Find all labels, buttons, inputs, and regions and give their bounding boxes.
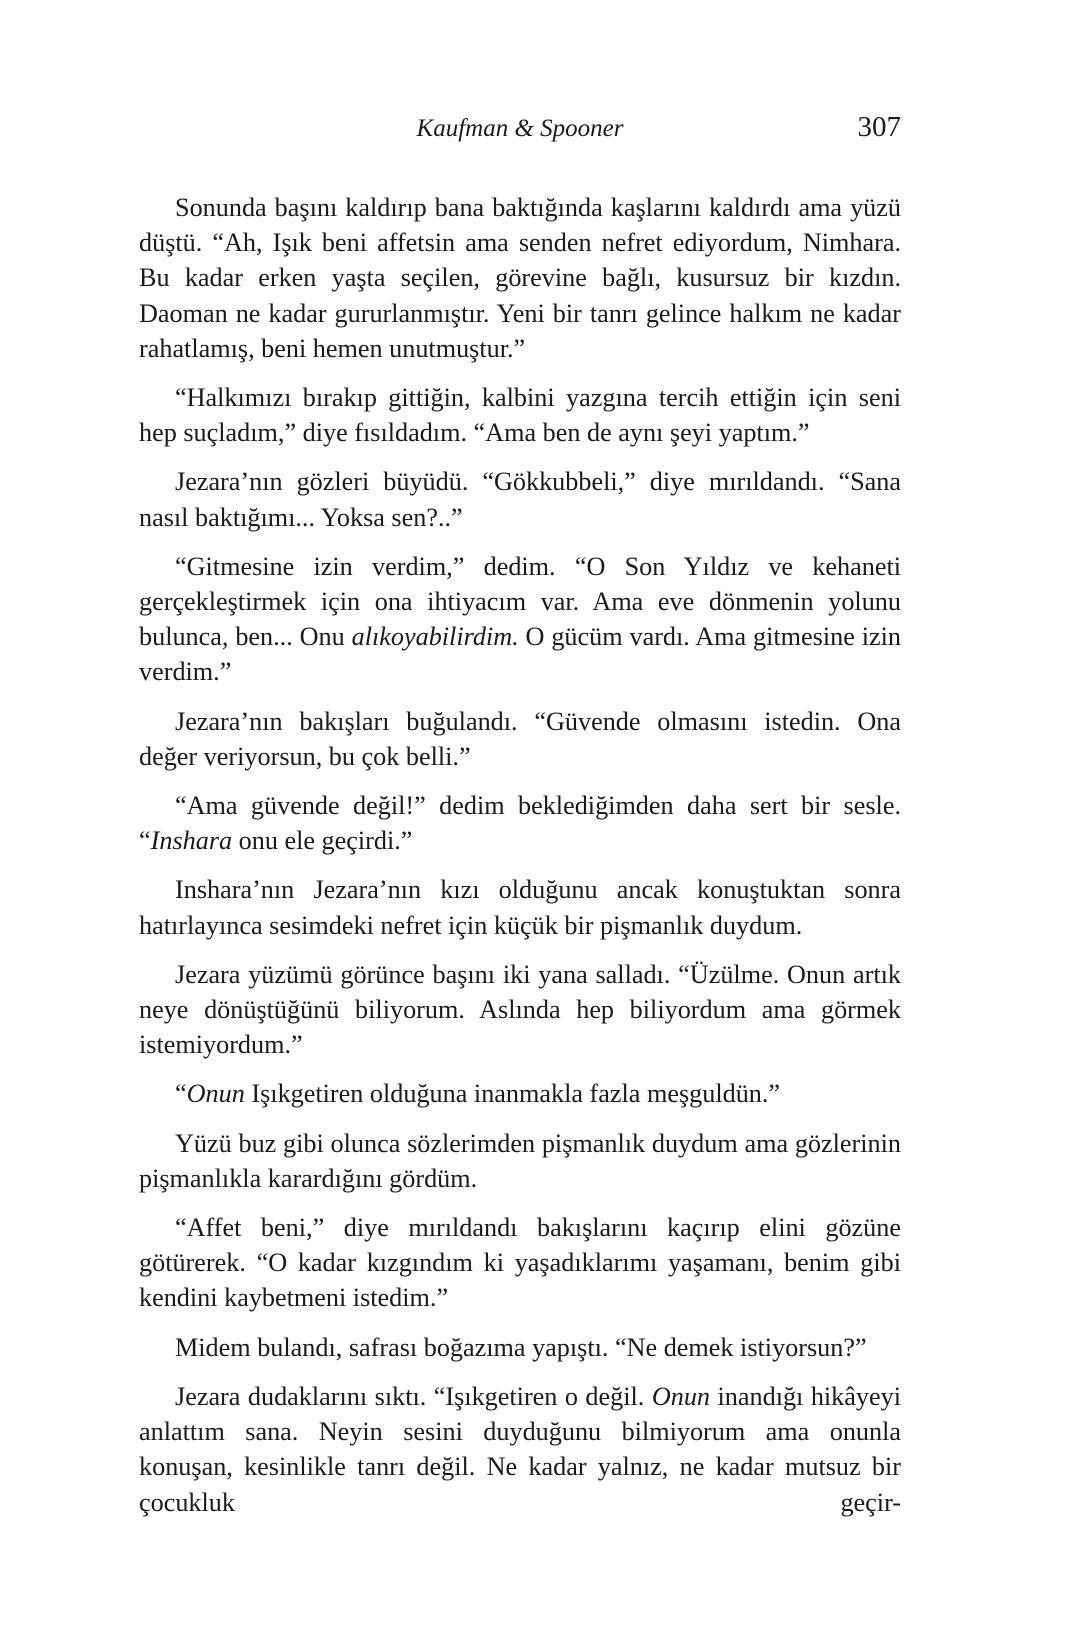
paragraph: Yüzü buz gibi olunca sözlerimden pişmanlık duydum ama gözlerinin pişmanlıkla karardığını gördüm. [139,1128,901,1193]
body-text [139,190,901,1520]
paragraph-text: “Gitmesine izin verdim,” dedim. “O Son Yıldız ve kehaneti gerçekleştirmek için ona ihtiyacım var. Ama eve dönmenin yolunu bulunca, ben... Onu [139,551,901,652]
running-header [139,105,901,157]
paragraph [139,788,901,858]
paragraph: Midem bulandı, safrası boğazıma yapıştı. “Ne demek istiyorsun?” [175,1332,867,1362]
paragraph-text: “ [175,1079,187,1109]
paragraph [139,549,901,690]
paragraph-text: onu ele geçirdi.” [232,826,413,856]
paragraph-text: inandığı hikâyeyi anlattım sana. Neyin sesini duyduğunu bilmiyorum ama onunla konuşan, kesinlikle tanrı değil. Ne kadar yalnız, ne kadar mutsuz bir çocukluk geçir- [139,1381,901,1517]
paragraph: Jezara’nın gözleri büyüdü. “Gökkubbeli,” diye mırıldandı. “Sana nasıl baktığımı... Yoksa sen?..” [139,467,901,532]
emphasis-text: Onun [651,1381,711,1411]
paragraph: Jezara’nın bakışları buğulandı. “Güvende olmasını istedin. Ona değer veriyorsun, bu çok belli.” [139,706,901,771]
running-header-title: Kaufman & Spooner [416,115,624,142]
paragraph [139,1379,901,1520]
emphasis-text: Onun [186,1079,245,1109]
paragraph [139,1076,901,1111]
paragraph-text: Jezara dudaklarını sıktı. “Işıkgetiren o değil. [175,1381,652,1411]
paragraph: “Halkımızı bırakıp gittiğin, kalbini yazgına tercih ettiğin için seni hep suçladım,” diye fısıldadım. “Ama ben de aynı şeyi yaptım.” [139,383,901,448]
emphasis-text: alıkoyabilirdim. [351,622,519,652]
emphasis-text: Inshara [150,826,233,856]
paragraph: Inshara’nın Jezara’nın kızı olduğunu ancak konuştuktan sonra hatırlayınca sesimdeki nefret için küçük bir pişmanlık duydum. [139,875,901,940]
paragraph-text: O gücüm vardı. Ama gitmesine izin verdim.” [139,622,901,687]
page-number: 307 [857,111,901,143]
paragraph: Sonunda başını kaldırıp bana baktığında kaşlarını kaldırdı ama yüzü düştü. “Ah, Işık beni affetsin ama senden nefret ediyordum, Nimhara. Bu kadar erken yaşta seçilen, görevine bağlı, kusursuz bir kızdın. Daoman ne kadar gururlanmıştır. Yeni bir tanrı gelince halkım ne kadar rahatlamış, beni hemen unutmuştur.” [139,193,901,363]
paragraph-text: Işıkgetiren olduğuna inanmakla fazla meşguldün.” [244,1079,781,1109]
paragraph: “Affet beni,” diye mırıldandı bakışlarını kaçırıp elini gözüne götürerek. “O kadar kızgındım ki yaşadıklarımı yaşamanı, benim gibi kendini kaybetmeni istedim.” [139,1213,901,1313]
paragraph-text: “Ama güvende değil!” dedim beklediğimden daha sert bir sesle. “ [139,791,901,856]
paragraph: Jezara yüzümü görünce başını iki yana salladı. “Üzülme. Onun artık neye dönüştüğünü biliyorum. Aslında hep biliyordum ama görmek istemiyordum.” [139,959,901,1060]
book-page [139,105,901,1534]
